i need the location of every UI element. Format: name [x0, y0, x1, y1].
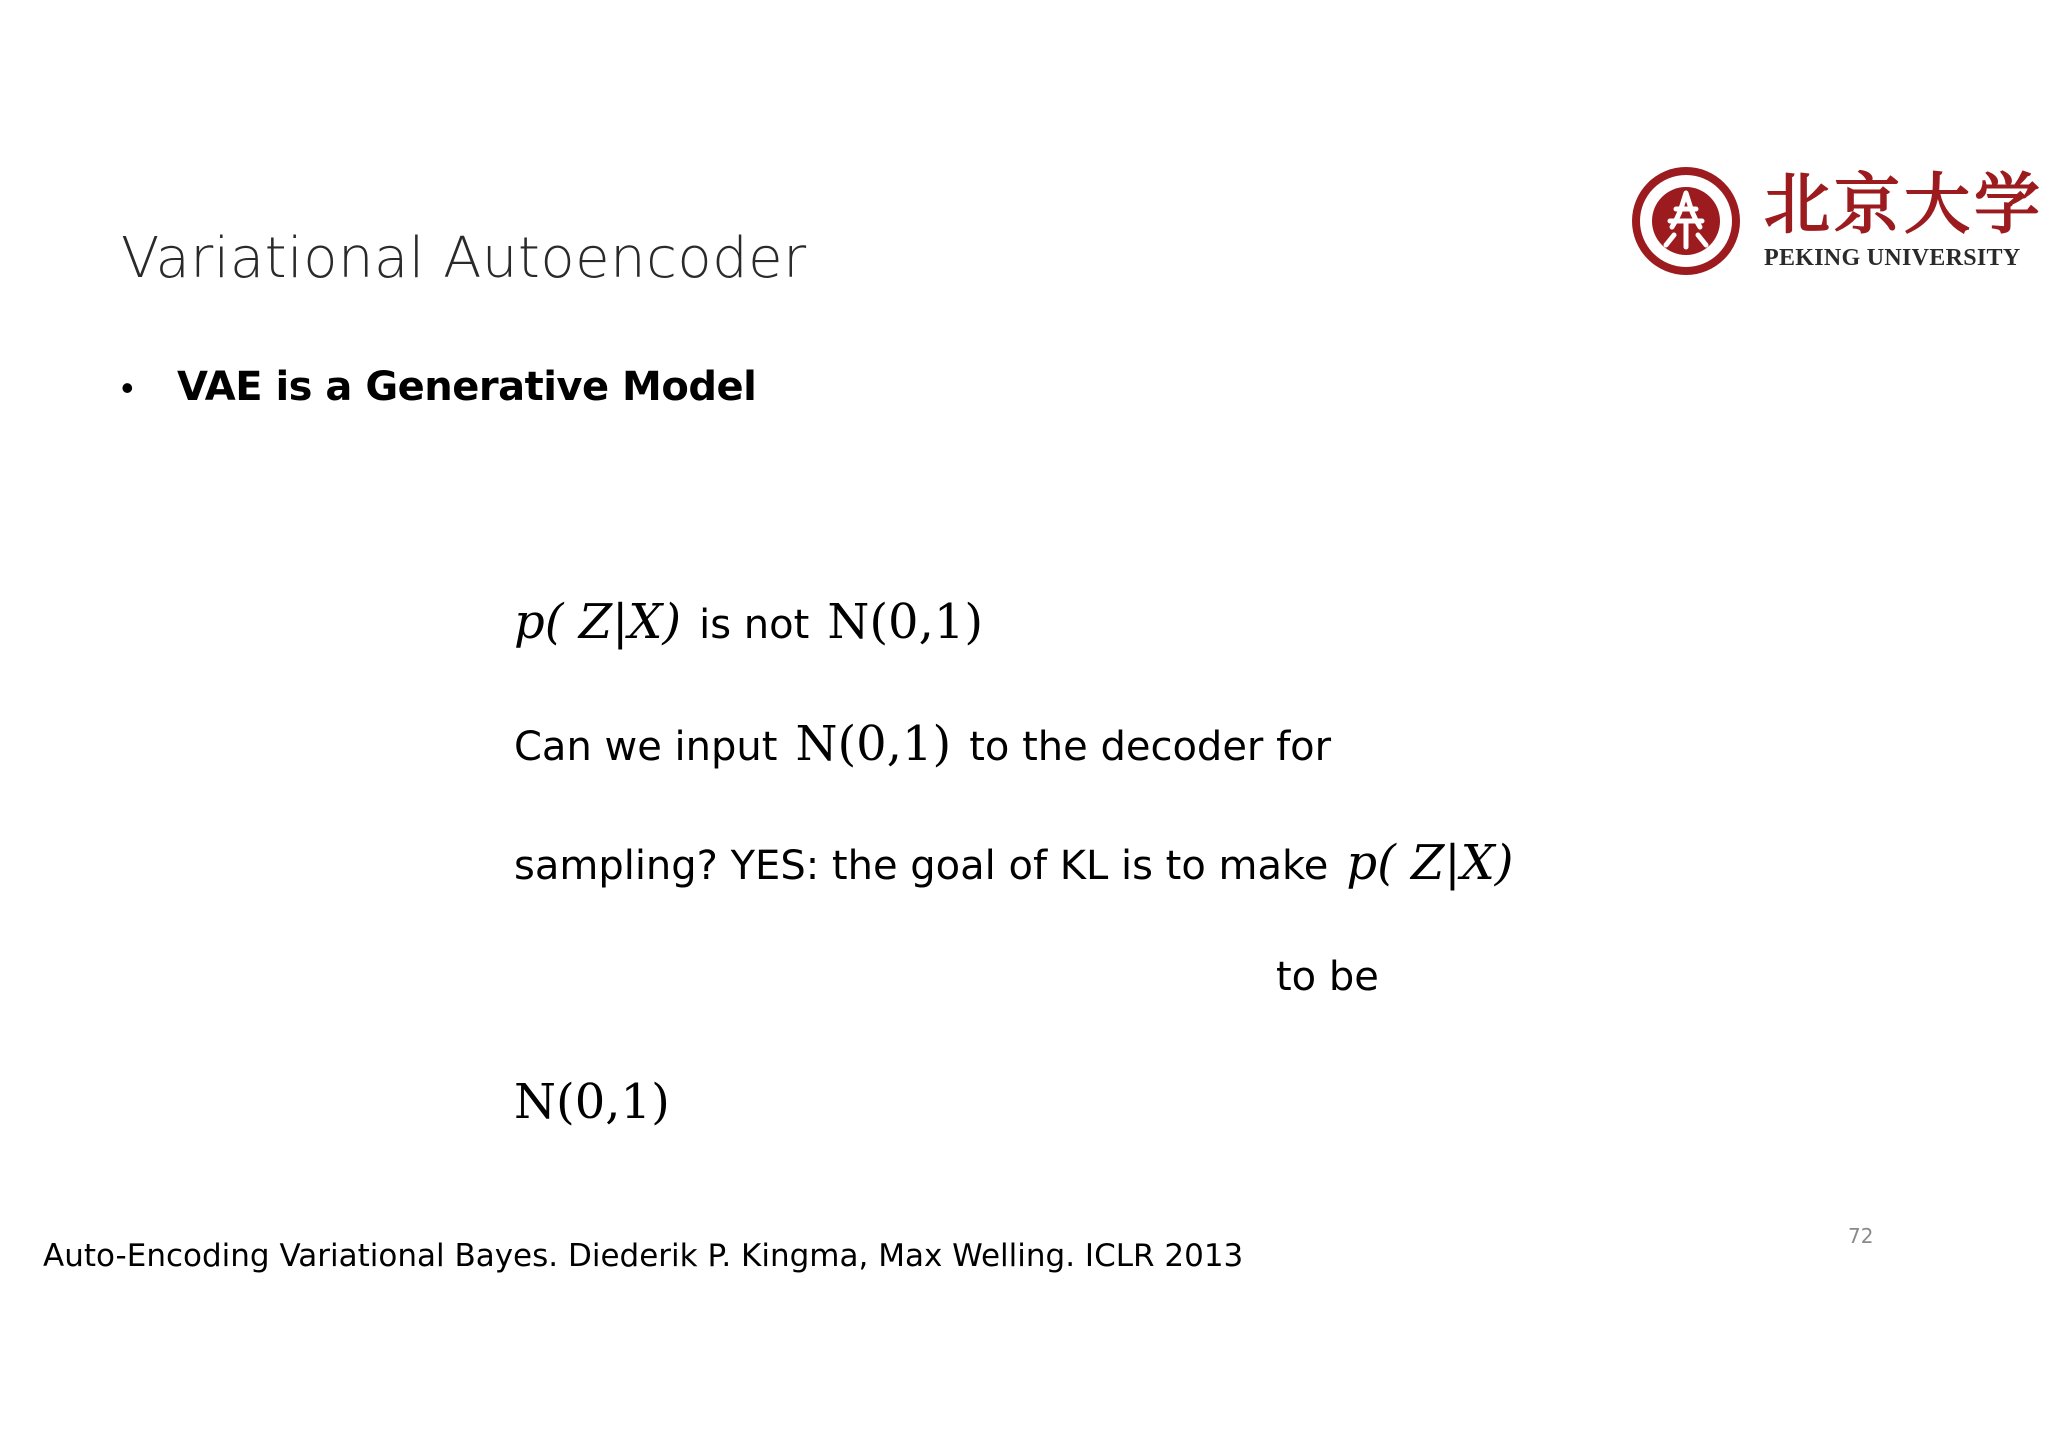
bullet-marker: •: [121, 367, 134, 408]
statement-line-3: [514, 835, 1513, 891]
page-number: 72: [1848, 1224, 1874, 1248]
slide-title: Variational Autoencoder: [121, 226, 807, 291]
math-normal-dist: N(0,1): [514, 1074, 670, 1130]
statement-line-4: [1276, 954, 1379, 1000]
line-2-text-a: Can we input: [514, 724, 778, 770]
line-1-text: is not: [699, 602, 810, 648]
math-normal-dist: N(0,1): [795, 716, 952, 772]
bullet-item: [121, 364, 756, 410]
math-p-z-given-x: p( Z|X): [1346, 835, 1514, 891]
statement-line-1: [514, 594, 983, 650]
statement-line-2: [514, 716, 1331, 772]
logo-english-name: PEKING UNIVERSITY: [1764, 245, 2021, 271]
bullet-text: VAE is a Generative Model: [177, 364, 757, 410]
math-p-z-given-x: p( Z|X): [514, 594, 682, 650]
line-4-text: to be: [1276, 954, 1379, 1000]
math-normal-dist: N(0,1): [827, 594, 984, 650]
reference-citation: Auto-Encoding Variational Bayes. Diederik P. Kingma, Max Welling. ICLR 2013: [43, 1238, 1244, 1274]
logo-chinese-name: 北京大学: [1764, 165, 2044, 243]
peking-university-logo: [1630, 165, 2044, 277]
line-2-text-b: to the decoder for: [969, 724, 1332, 770]
line-3-text: sampling? YES: the goal of KL is to make: [514, 843, 1329, 889]
university-seal-icon: [1630, 165, 1742, 277]
statement-line-5: [514, 1074, 670, 1130]
